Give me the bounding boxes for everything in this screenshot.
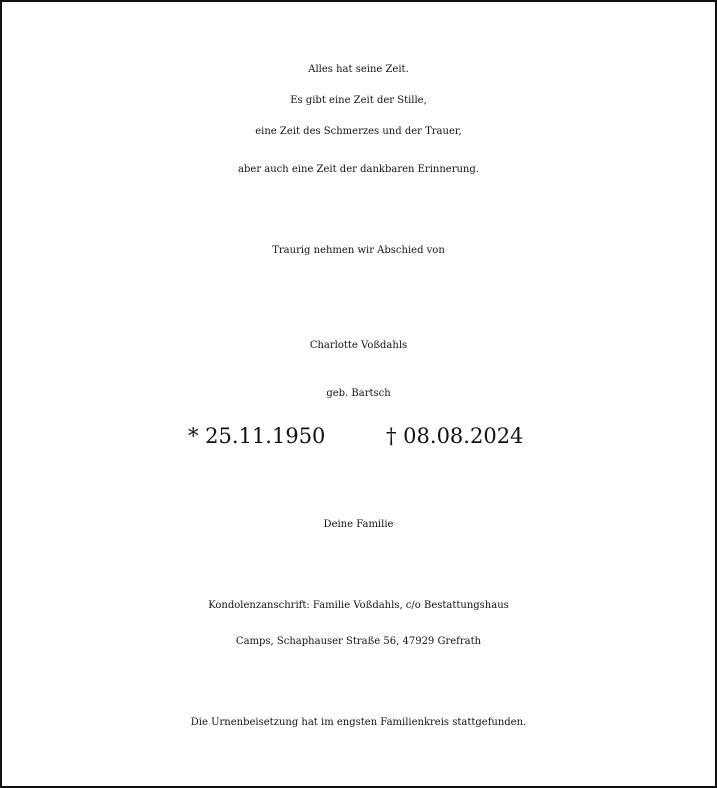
birth-date: * 25.11.1950	[188, 424, 326, 448]
verse-line-4: aber auch eine Zeit der dankbaren Erinnerung.	[238, 164, 479, 175]
family-signature: Deine Familie	[323, 519, 394, 530]
verse-line-1: Alles hat seine Zeit.	[308, 64, 409, 75]
verse-line-2: Es gibt eine Zeit der Stille,	[290, 95, 427, 106]
intro-text: Traurig nehmen wir Abschied von	[272, 245, 445, 256]
condolence-address-line-2: Camps, Schaphauser Straße 56, 47929 Grefrath	[235, 636, 482, 647]
burial-note: Die Urnenbeisetzung hat im engsten Familienkreis stattgefunden.	[190, 717, 527, 728]
birth-name: geb. Bartsch	[326, 388, 391, 399]
deceased-name: Charlotte Voßdahls	[309, 340, 408, 351]
condolence-address-line-1: Kondolenzanschrift: Familie Voßdahls, c/o Bestattungshaus	[208, 600, 509, 611]
verse-line-3: eine Zeit des Schmerzes und der Trauer,	[255, 126, 462, 137]
death-date: † 08.08.2024	[386, 424, 524, 448]
